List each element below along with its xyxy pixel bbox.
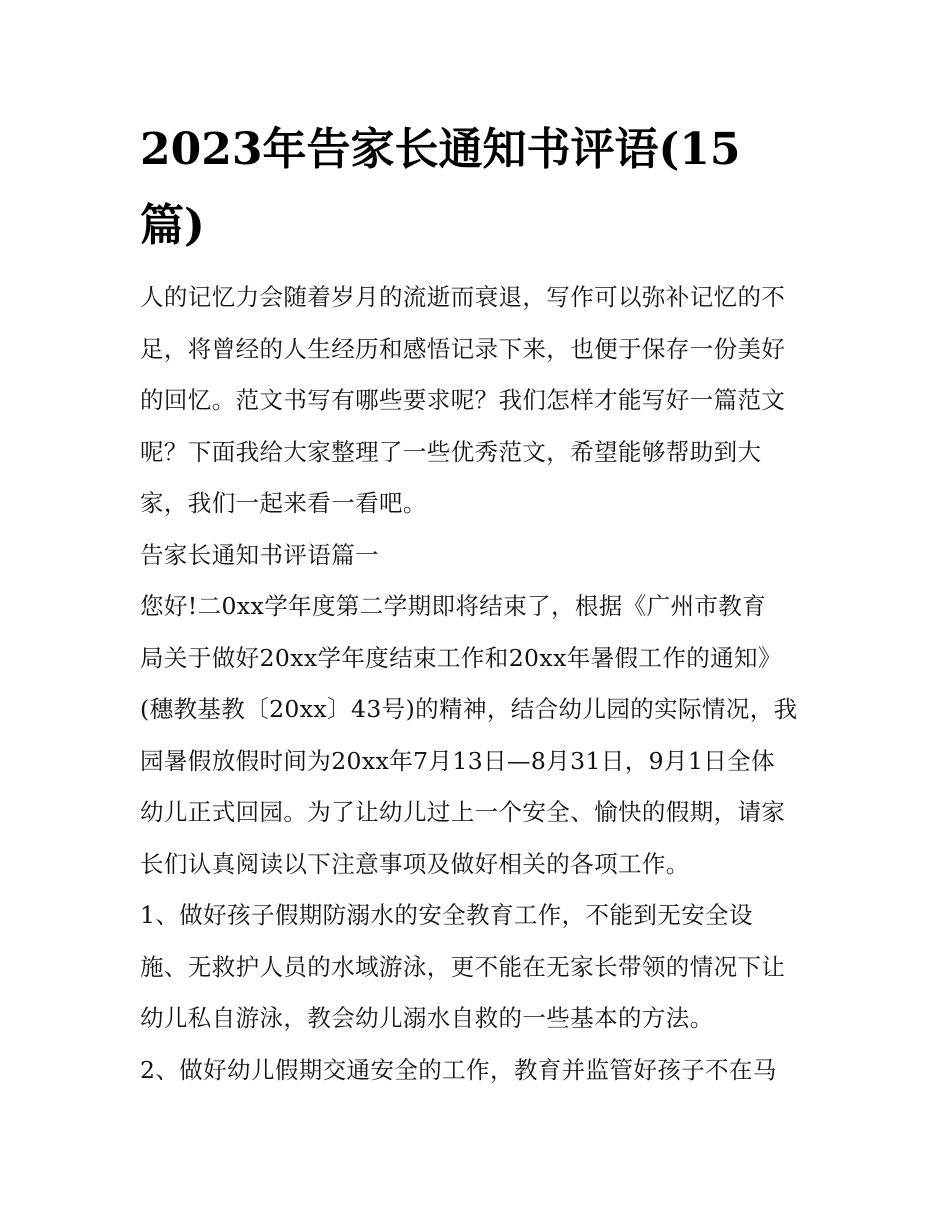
title-line: 2023年告家长通知书评语(15 — [140, 124, 741, 175]
text-line: (穗教基教〔20xx〕43号)的精神，结合幼儿园的实际情况，我 — [140, 695, 798, 723]
list-item-paragraph — [140, 890, 812, 1045]
text-line: 人的记忆力会随着岁月的流逝而衰退，写作可以弥补记忆的不 — [140, 283, 786, 311]
text-line: 的回忆。范文书写有哪些要求呢？我们怎样才能写好一篇范文 — [140, 386, 786, 414]
section-heading — [140, 530, 812, 582]
text-line: 足，将曾经的人生经历和感悟记录下来，也便于保存一份美好 — [140, 334, 786, 363]
text-line: 幼儿私自游泳，教会幼儿溺水自救的一些基本的方法。 — [140, 1004, 714, 1032]
list-item-paragraph — [140, 1045, 812, 1097]
text-line: 告家长通知书评语篇一 — [140, 540, 379, 569]
document-title — [140, 112, 820, 264]
text-line: 园暑假放假时间为20xx年7月13日—8月31日，9月1日全体 — [140, 746, 775, 775]
document-body — [140, 272, 812, 1096]
text-line: 2、做好幼儿假期交通安全的工作，教育并监管好孩子不在马 — [140, 1055, 777, 1084]
text-line: 您好!二0xx学年度第二学期即将结束了，根据《广州市教育 — [140, 592, 767, 620]
title-line: 篇) — [140, 200, 205, 251]
intro-paragraph — [140, 272, 812, 530]
text-line: 1、做好孩子假期防溺水的安全教育工作，不能到无安全设 — [140, 901, 753, 929]
text-line: 幼儿正式回园。为了让幼儿过上一个安全、愉快的假期，请家 — [140, 798, 786, 826]
text-line: 长们认真阅读以下注意事项及做好相关的各项工作。 — [140, 849, 690, 878]
text-line: 局关于做好20xx学年度结束工作和20xx年暑假工作的通知》 — [140, 643, 782, 672]
text-line: 施、无救护人员的水域游泳，更不能在无家长带领的情况下让 — [140, 952, 786, 981]
body-paragraph — [140, 581, 812, 890]
text-line: 呢？下面我给大家整理了一些优秀范文，希望能够帮助到大 — [140, 437, 762, 466]
text-line: 家，我们一起来看一看吧。 — [140, 489, 427, 517]
